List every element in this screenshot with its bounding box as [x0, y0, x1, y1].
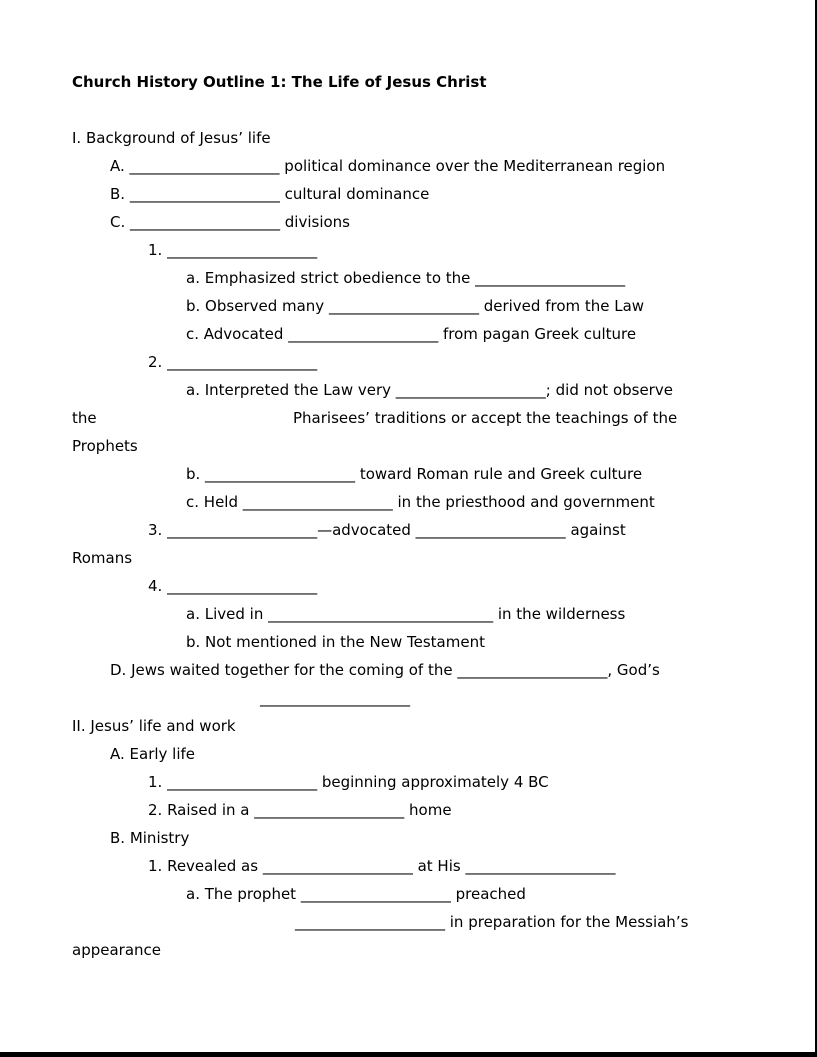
outline-line: I. Background of Jesus’ life: [72, 129, 271, 147]
outline-line: ____________________: [260, 689, 410, 707]
outline-line: a. Emphasized strict obedience to the ____________________: [186, 269, 626, 287]
outline-line: 2. ____________________: [148, 353, 318, 371]
outline-line: B. ____________________ cultural dominance: [110, 185, 430, 203]
outline-line: 1. ____________________: [148, 241, 318, 259]
outline-line: b. Not mentioned in the New Testament: [186, 633, 485, 651]
page-edge-bottom: [0, 1052, 817, 1057]
document-title: Church History Outline 1: The Life of Jesus Christ: [72, 73, 487, 91]
outline-line: 4. ____________________: [148, 577, 318, 595]
outline-line-continuation: Pharisees’ traditions or accept the teachings of the: [293, 409, 678, 427]
outline-line: Romans: [72, 549, 133, 567]
outline-line: b. ____________________ toward Roman rule and Greek culture: [186, 465, 643, 483]
outline-line: a. Interpreted the Law very ____________________; did not observe: [186, 381, 673, 399]
outline-line: C. ____________________ divisions: [110, 213, 350, 231]
outline-line: 3. ____________________—advocated ____________________ against: [148, 521, 626, 539]
outline-line: c. Advocated ____________________ from pagan Greek culture: [186, 325, 637, 343]
outline-line: B. Ministry: [110, 829, 190, 847]
outline-line: ____________________ in preparation for the Messiah’s: [295, 913, 689, 931]
outline-line: II. Jesus’ life and work: [72, 717, 236, 735]
outline-line: c. Held ____________________ in the priesthood and government: [186, 493, 655, 511]
outline-line: 1. ____________________ beginning approximately 4 BC: [148, 773, 549, 791]
outline-line: b. Observed many ____________________ derived from the Law: [186, 297, 645, 315]
outline-line: a. The prophet ____________________ preached: [186, 885, 526, 903]
outline-line: the Pharisees’ traditions or accept the teachings of the: [72, 409, 678, 427]
outline-line: 2. Raised in a ____________________ home: [148, 801, 452, 819]
outline-line: Prophets: [72, 437, 138, 455]
outline-line: a. Lived in ______________________________ in the wilderness: [186, 605, 626, 623]
outline-line: D. Jews waited together for the coming of the ____________________, God’s: [110, 661, 660, 679]
outline-line: A. ____________________ political dominance over the Mediterranean region: [110, 157, 666, 175]
outline-line: A. Early life: [110, 745, 196, 763]
outline-line: 1. Revealed as ____________________ at His ____________________: [148, 857, 616, 875]
outline-line: appearance: [72, 941, 161, 959]
